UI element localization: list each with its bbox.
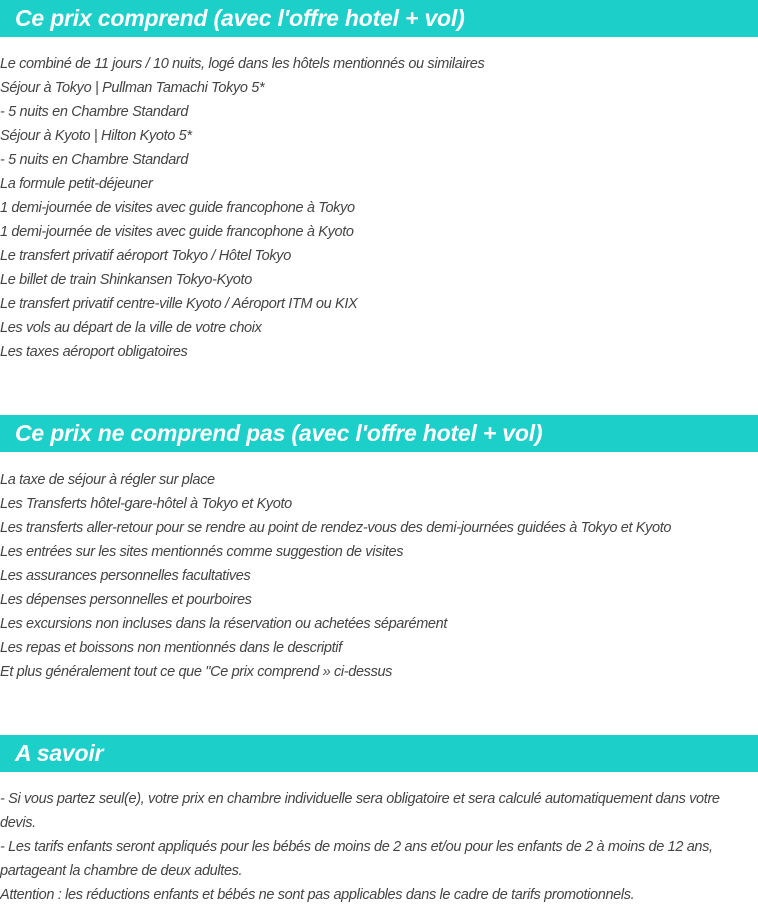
list-item: Et plus généralement tout ce que "Ce prix comprend » ci-dessus <box>0 664 393 680</box>
section-price-excludes <box>0 415 758 684</box>
list-item: Les assurances personnelles facultatives <box>0 568 251 584</box>
list-item: Les Transferts hôtel-gare-hôtel à Tokyo et Kyoto <box>0 496 292 512</box>
list-item: Les dépenses personnelles et pourboires <box>0 592 252 608</box>
list-item: Les transferts aller-retour pour se rendre au point de rendez-vous des demi-journées guidées à Tokyo et Kyoto <box>0 520 672 536</box>
list-item: Séjour à Kyoto | Hilton Kyoto 5* <box>0 128 192 144</box>
list-item: Séjour à Tokyo | Pullman Tamachi Tokyo 5* <box>0 80 265 96</box>
list-item: Les taxes aéroport obligatoires <box>0 344 188 360</box>
section-title: Ce prix comprend (avec l'offre hotel + vol) <box>15 5 465 31</box>
list-item: La formule petit-déjeuner <box>0 176 153 192</box>
list-item: Le combiné de 11 jours / 10 nuits, logé dans les hôtels mentionnés ou similaires <box>0 56 485 72</box>
list-item: - Les tarifs enfants seront appliqués pour les bébés de moins de 2 ans et/ou pour les enfants de 2 à moins de 12 ans, partageant la chambre de deux adultes. <box>0 839 713 879</box>
list-item: 1 demi-journée de visites avec guide francophone à Tokyo <box>0 200 355 216</box>
list-item: Le billet de train Shinkansen Tokyo-Kyoto <box>0 272 252 288</box>
section-price-includes <box>0 0 758 364</box>
list-item: - 5 nuits en Chambre Standard <box>0 152 189 168</box>
list-item: - 5 nuits en Chambre Standard <box>0 104 189 120</box>
list-item: Attention : les réductions enfants et bébés ne sont pas applicables dans le cadre de tarifs promotionnels. <box>0 887 635 903</box>
excludes-list <box>0 468 758 684</box>
list-item: Les excursions non incluses dans la réservation ou achetées séparément <box>0 616 448 632</box>
section-header <box>0 0 758 37</box>
list-item: 1 demi-journée de visites avec guide francophone à Kyoto <box>0 224 354 240</box>
section-header <box>0 735 758 772</box>
list-item: Le transfert privatif centre-ville Kyoto / Aéroport ITM ou KIX <box>0 296 358 312</box>
list-item: Les vols au départ de la ville de votre choix <box>0 320 262 336</box>
section-good-to-know <box>0 735 758 907</box>
list-item: Le transfert privatif aéroport Tokyo / Hôtel Tokyo <box>0 248 291 264</box>
section-header <box>0 415 758 452</box>
info-list <box>0 787 758 907</box>
list-item: - Si vous partez seul(e), votre prix en chambre individuelle sera obligatoire et sera calculé automatiquement dans votre devis. <box>0 791 720 831</box>
section-title: A savoir <box>15 740 104 766</box>
includes-list <box>0 52 758 364</box>
list-item: La taxe de séjour à régler sur place <box>0 472 215 488</box>
list-item: Les entrées sur les sites mentionnés comme suggestion de visites <box>0 544 404 560</box>
section-title: Ce prix ne comprend pas (avec l'offre hotel + vol) <box>15 420 543 446</box>
list-item: Les repas et boissons non mentionnés dans le descriptif <box>0 640 342 656</box>
